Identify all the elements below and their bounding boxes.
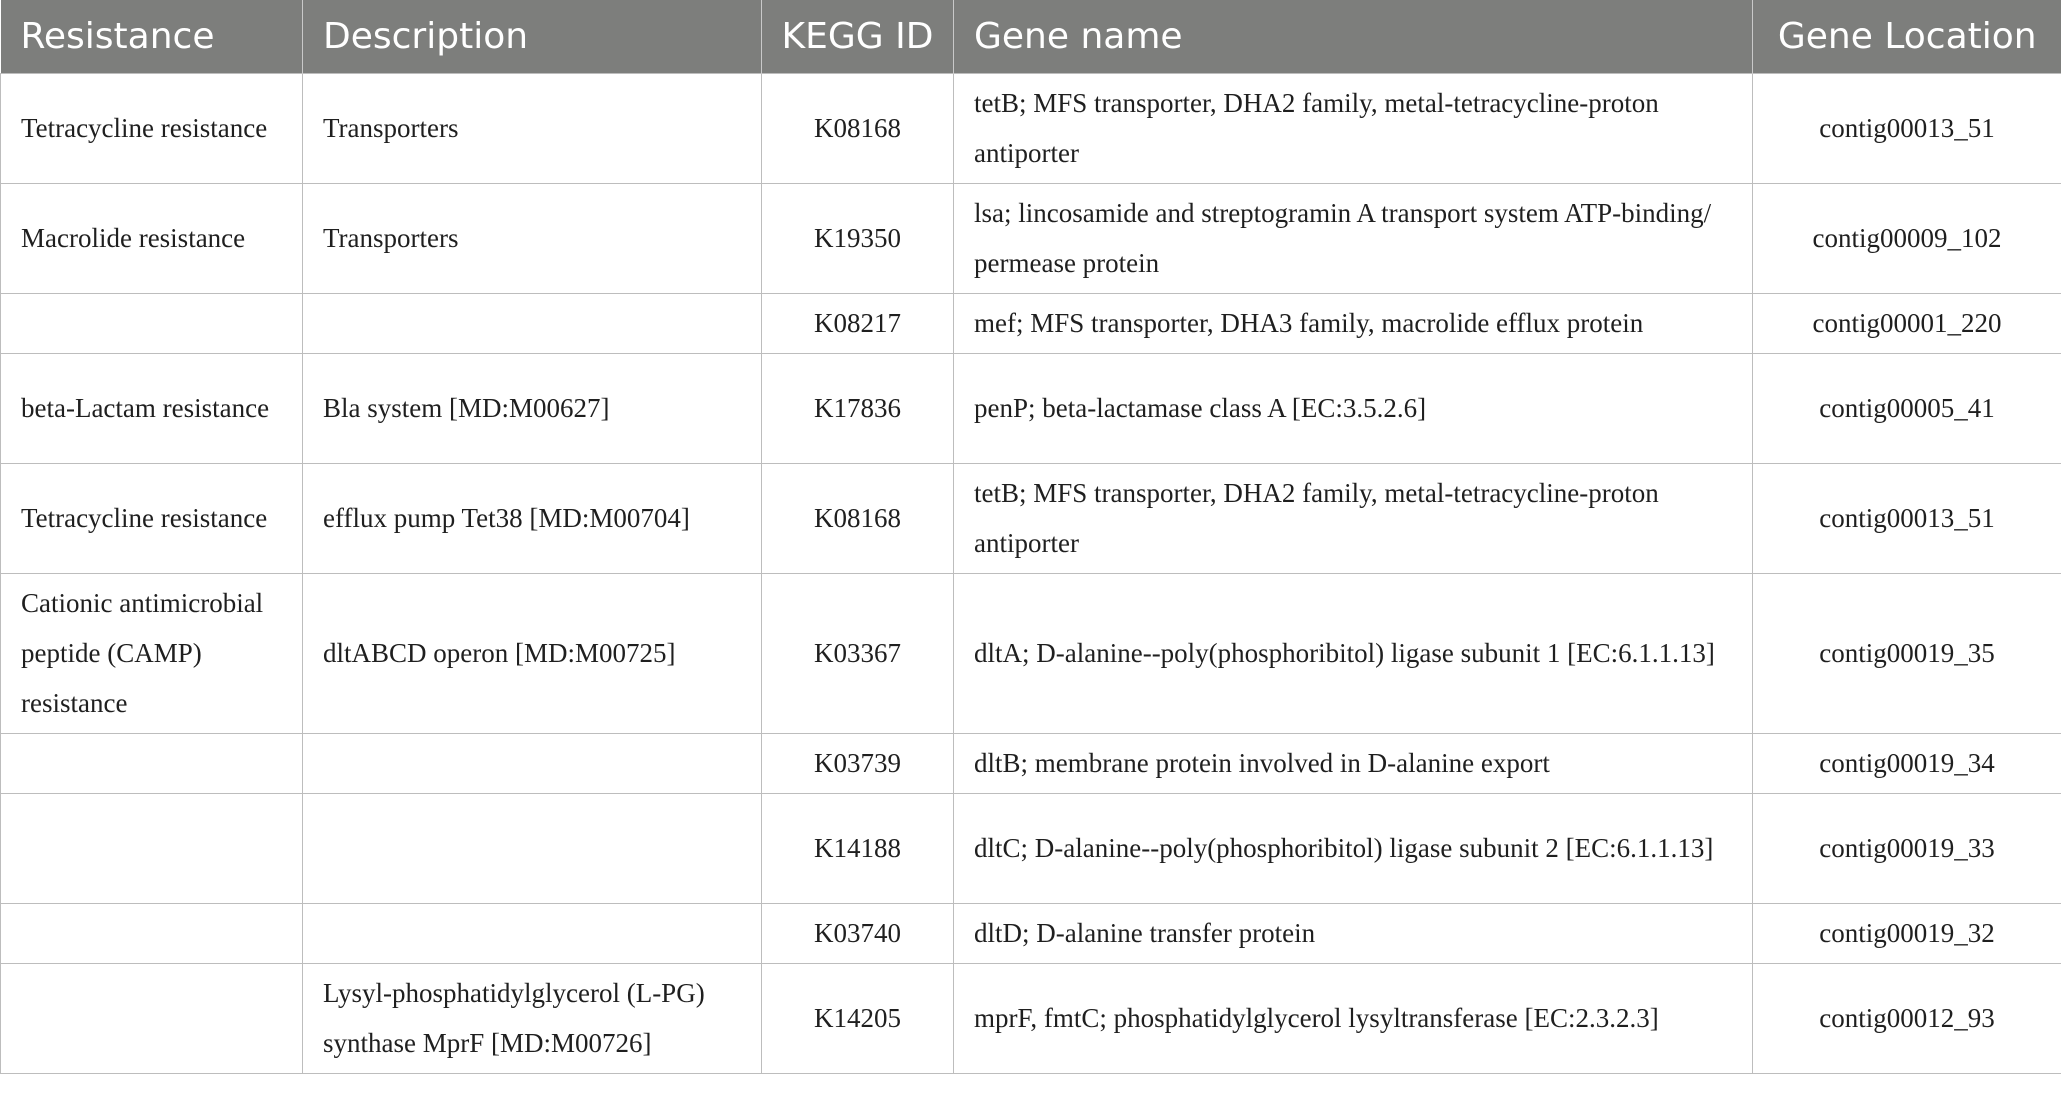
cell-gene-location: contig00005_41 [1753,353,2061,463]
cell-kegg-id: K08217 [762,293,954,353]
cell-resistance [1,963,303,1073]
header-gene-location: Gene Location [1753,0,2061,73]
cell-kegg-id: K08168 [762,463,954,573]
cell-gene-location: contig00012_93 [1753,963,2061,1073]
table-row [1,463,2061,573]
cell-description: Transporters [303,73,762,183]
table-row [1,963,2061,1073]
cell-gene-name: dltB; membrane protein involved in D-alanine export [954,733,1753,793]
cell-resistance [1,903,303,963]
cell-gene-name: mprF, fmtC; phosphatidylglycerol lysyltransferase [EC:2.3.2.3] [954,963,1753,1073]
cell-resistance [1,293,303,353]
cell-description: efflux pump Tet38 [MD:M00704] [303,463,762,573]
table-row [1,903,2061,963]
cell-gene-location: contig00019_34 [1753,733,2061,793]
cell-gene-location: contig00013_51 [1753,73,2061,183]
table-row [1,573,2061,733]
table-row [1,183,2061,293]
cell-gene-location: contig00009_102 [1753,183,2061,293]
cell-gene-name: dltA; D-alanine--poly(phosphoribitol) ligase subunit 1 [EC:6.1.1.13] [954,573,1753,733]
cell-description: Bla system [MD:M00627] [303,353,762,463]
header-description: Description [303,0,762,73]
cell-kegg-id: K19350 [762,183,954,293]
cell-description [303,793,762,903]
cell-gene-location: contig00019_33 [1753,793,2061,903]
table-row [1,353,2061,463]
cell-gene-name: tetB; MFS transporter, DHA2 family, metal-tetracycline-proton antiporter [954,463,1753,573]
cell-resistance [1,793,303,903]
table-body [1,73,2061,1073]
cell-resistance: beta-Lactam resistance [1,353,303,463]
cell-kegg-id: K03367 [762,573,954,733]
cell-kegg-id: K08168 [762,73,954,183]
cell-description: Transporters [303,183,762,293]
cell-description [303,903,762,963]
header-kegg-id: KEGG ID [762,0,954,73]
cell-description: Lysyl-phosphatidylglycerol (L-PG) synthase MprF [MD:M00726] [303,963,762,1073]
cell-gene-name: dltD; D-alanine transfer protein [954,903,1753,963]
cell-gene-name: dltC; D-alanine--poly(phosphoribitol) ligase subunit 2 [EC:6.1.1.13] [954,793,1753,903]
cell-gene-location: contig00019_32 [1753,903,2061,963]
cell-gene-location: contig00019_35 [1753,573,2061,733]
header-gene-name: Gene name [954,0,1753,73]
table-row [1,73,2061,183]
table-row [1,293,2061,353]
cell-kegg-id: K17836 [762,353,954,463]
cell-kegg-id: K14188 [762,793,954,903]
table-row [1,793,2061,903]
table-header [1,0,2061,73]
cell-resistance [1,733,303,793]
cell-gene-location: contig00013_51 [1753,463,2061,573]
cell-description [303,293,762,353]
cell-resistance: Tetracycline resistance [1,463,303,573]
header-row [1,0,2061,73]
cell-kegg-id: K03739 [762,733,954,793]
cell-gene-name: tetB; MFS transporter, DHA2 family, metal-tetracycline-proton antiporter [954,73,1753,183]
cell-gene-name: penP; beta-lactamase class A [EC:3.5.2.6] [954,353,1753,463]
cell-description: dltABCD operon [MD:M00725] [303,573,762,733]
cell-gene-location: contig00001_220 [1753,293,2061,353]
cell-resistance: Cationic antimicrobial peptide (CAMP) resistance [1,573,303,733]
cell-gene-name: lsa; lincosamide and streptogramin A transport system ATP-binding/ permease protein [954,183,1753,293]
cell-resistance: Macrolide resistance [1,183,303,293]
cell-resistance: Tetracycline resistance [1,73,303,183]
cell-kegg-id: K03740 [762,903,954,963]
cell-gene-name: mef; MFS transporter, DHA3 family, macrolide efflux protein [954,293,1753,353]
cell-kegg-id: K14205 [762,963,954,1073]
table-row [1,733,2061,793]
header-resistance: Resistance [20,15,215,57]
cell-description [303,733,762,793]
